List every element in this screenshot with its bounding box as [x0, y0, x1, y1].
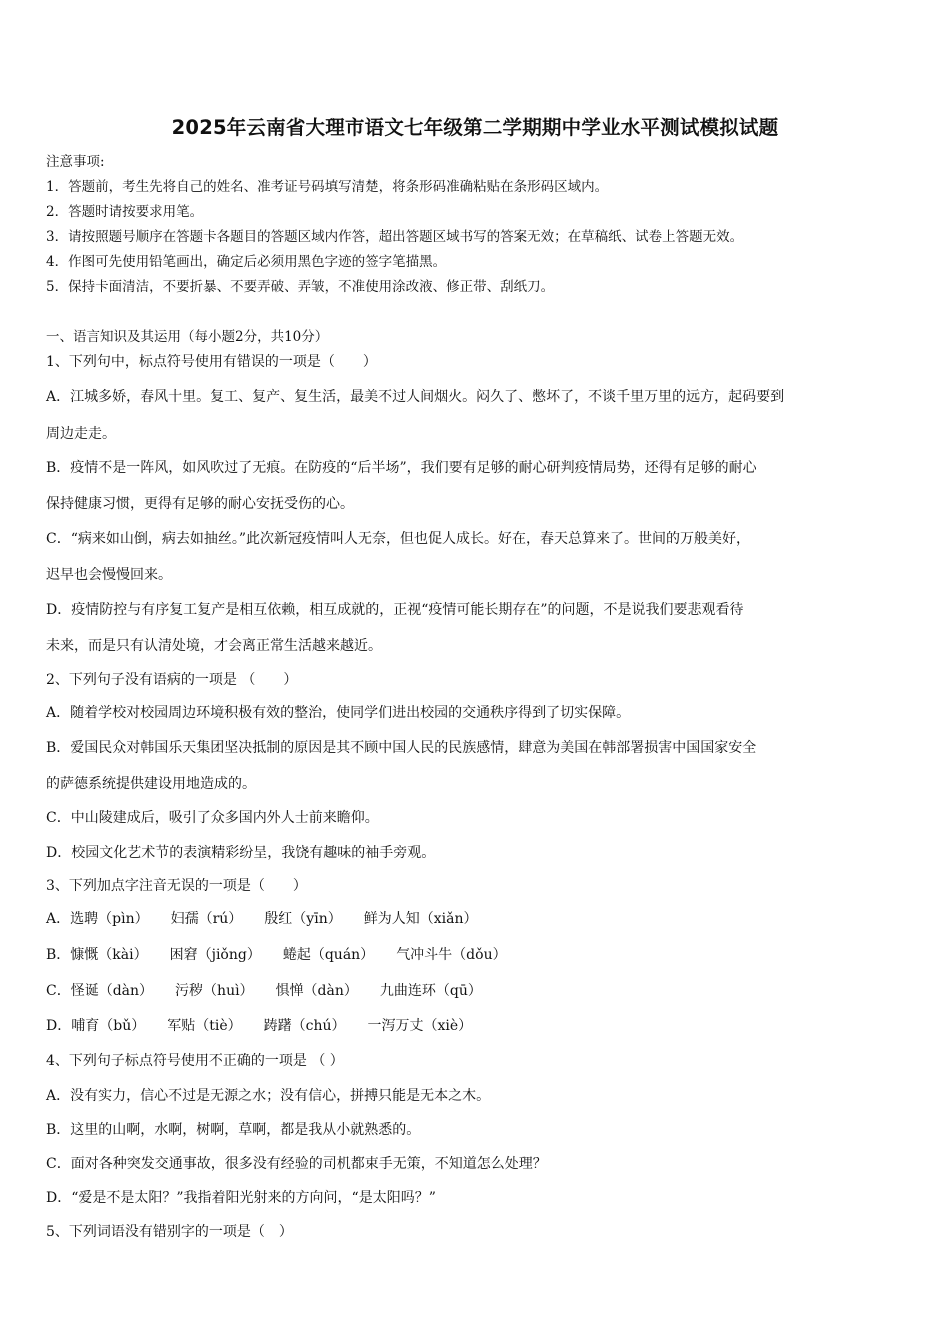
q4-option-a: A．没有实力，信心不过是无源之水；没有信心，拼搏只能是无本之木。 — [46, 1088, 491, 1104]
q2-option-b-cont: 的萨德系统提供建设用地造成的。 — [46, 776, 256, 792]
q4-option-d: D．“爱是不是太阳？”我指着阳光射来的方向问，“是太阳吗？” — [46, 1190, 436, 1206]
q3-option-label: B． — [46, 947, 71, 963]
notice-item: 4．作图可先使用铅笔画出，确定后必须用黑色字迹的签字笔描黑。 — [46, 254, 447, 270]
q3-word: 殷红（yīn） — [264, 911, 342, 927]
q3-word: 军贴（tiè） — [167, 1018, 242, 1034]
notice-item: 2．答题时请按要求用笔。 — [46, 204, 204, 220]
notice-item: 3．请按照题号顺序在答题卡各题目的答题区域内作答，超出答题区域书写的答案无效；在草稿纸、试卷上答题无效。 — [46, 229, 744, 245]
q3-option-label: C． — [46, 983, 71, 999]
q1-option-c-cont: 迟早也会慢慢回来。 — [46, 567, 172, 583]
question-5-stem: 5、下列词语没有错别字的一项是（ ） — [46, 1224, 293, 1240]
question-2-stem: 2、下列句子没有语病的一项是 （ ） — [46, 672, 298, 688]
q1-option-d-cont: 未来，而是只有认清处境，才会离正常生活越来越近。 — [46, 638, 382, 654]
q1-option-b-cont: 保持健康习惯，更得有足够的耐心安抚受伤的心。 — [46, 496, 354, 512]
q2-option-a: A．随着学校对校园周边环境积极有效的整治，使同学们进出校园的交通秩序得到了切实保障。 — [46, 705, 631, 721]
q3-word: 困窘（jiǒng） — [169, 947, 261, 963]
question-3-stem: 3、下列加点字注音无误的一项是（ ） — [46, 878, 307, 894]
q3-option-b — [46, 945, 507, 965]
q3-word: 污秽（huì） — [175, 983, 254, 999]
q1-option-c: C．“病来如山倒，病去如抽丝。”此次新冠疫情叫人无奈，但也促人成长。好在，春天总算来了。世间的万般美好， — [46, 531, 751, 547]
q3-option-a — [46, 909, 477, 929]
notice-item: 5．保持卡面清洁，不要折暴、不要弄破、弄皱，不准使用涂改液、修正带、刮纸刀。 — [46, 279, 555, 295]
q3-word: 哺育（bǔ） — [71, 1018, 146, 1034]
q3-word: 怪诞（dàn） — [70, 983, 154, 999]
q3-option-d — [46, 1016, 472, 1036]
q3-word: 惧惮（dàn） — [275, 983, 358, 999]
notice-item: 1．答题前，考生先将自己的姓名、准考证号码填写清楚，将条形码准确粘贴在条形码区域内。 — [46, 179, 609, 195]
q2-option-c: C．中山陵建成后，吸引了众多国内外人士前来瞻仰。 — [46, 810, 379, 826]
q1-option-a-cont: 周边走走。 — [46, 426, 116, 442]
q1-option-a: A．江城多娇，春风十里。复工、复产、复生活，最美不过人间烟火。闷久了、憋坏了，不谈千里万里的远方，起码要到 — [46, 389, 785, 405]
question-1-stem: 1、下列句中，标点符号使用有错误的一项是（ ） — [46, 354, 377, 370]
q3-word: 选聘（pìn） — [70, 911, 149, 927]
q2-option-b: B．爱国民众对韩国乐天集团坚决抵制的原因是其不顾中国人民的民族感情，肆意为美国在韩部署损害中国国家安全 — [46, 740, 757, 756]
q4-option-c: C．面对各种突发交通事故，很多没有经验的司机都束手无策，不知道怎么处理？ — [46, 1156, 547, 1172]
section-heading: 一、语言知识及其运用（每小题2分，共10分） — [46, 329, 329, 345]
q3-option-label: A． — [46, 911, 71, 927]
q3-word: 蜷起（quán） — [282, 947, 375, 963]
q3-option-label: D． — [46, 1018, 72, 1034]
q3-word: 踌躇（chú） — [263, 1018, 346, 1034]
q4-option-b: B．这里的山啊，水啊，树啊，草啊，都是我从小就熟悉的。 — [46, 1122, 421, 1138]
q3-word: 妇孺（rú） — [170, 911, 243, 927]
q1-option-d: D．疫情防控与有序复工复产是相互依赖，相互成就的，正视“疫情可能长期存在”的问题，不是说我们要悲观看待 — [46, 602, 744, 618]
q1-option-b: B．疫情不是一阵风，如风吹过了无痕。在防疫的“后半场”，我们要有足够的耐心研判疫情局势，还得有足够的耐心 — [46, 460, 757, 476]
q3-word: 气冲斗牛（dǒu） — [396, 947, 507, 963]
page-title: 2025年云南省大理市语文七年级第二学期期中学业水平测试模拟试题 — [171, 116, 779, 139]
q3-word: 鲜为人知（xiǎn） — [363, 911, 478, 927]
q3-word: 九曲连环（qū） — [379, 983, 482, 999]
notice-heading: 注意事项: — [46, 154, 105, 170]
q3-option-c — [46, 981, 482, 1001]
question-4-stem: 4、下列句子标点符号使用不正确的一项是 （ ） — [46, 1053, 344, 1069]
q2-option-d: D．校园文化艺术节的表演精彩纷呈，我饶有趣味的袖手旁观。 — [46, 845, 436, 861]
q3-word: 一泻万丈（xiè） — [367, 1018, 473, 1034]
q3-word: 慷慨（kài） — [70, 947, 148, 963]
